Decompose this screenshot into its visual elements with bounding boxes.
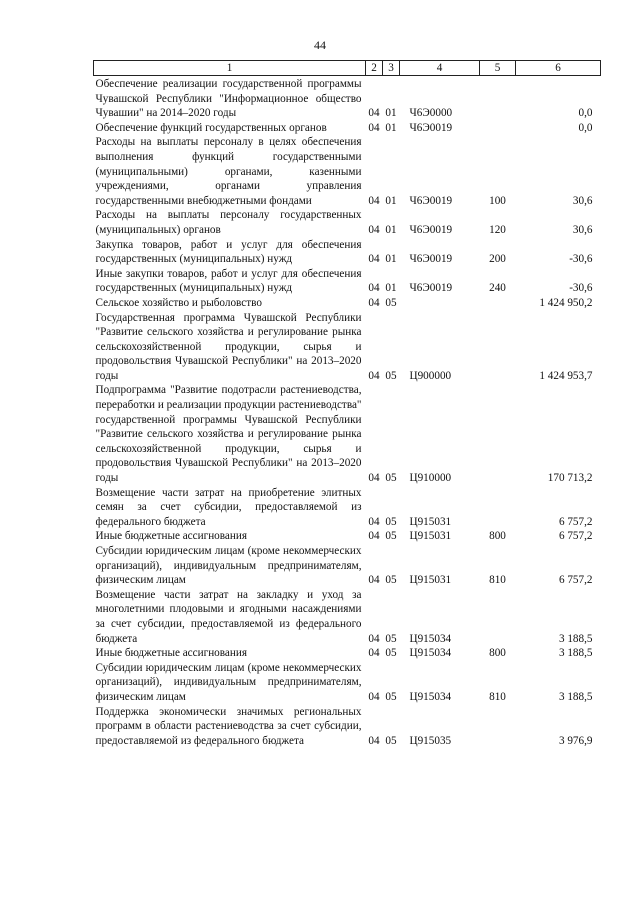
row-expense-type: [480, 76, 516, 121]
table-body: [94, 76, 601, 749]
row-subsection: 01: [385, 121, 397, 134]
row-subsection: 05: [385, 632, 397, 645]
row-section: 04: [368, 369, 380, 382]
row-expense-type: [480, 383, 516, 485]
row-section: 04: [368, 632, 380, 645]
table-row: [94, 311, 601, 384]
row-subsection: 01: [385, 194, 397, 207]
row-subsection: 05: [385, 734, 397, 747]
row-section: 04: [368, 647, 380, 660]
table-row: [94, 76, 601, 121]
row-section: 04: [368, 296, 380, 309]
row-subsection: 05: [385, 472, 397, 485]
header-row: [94, 61, 601, 76]
row-amount: 0,0: [578, 107, 593, 120]
row-amount: 3 976,9: [558, 734, 593, 747]
row-subsection: 01: [385, 223, 397, 236]
row-target-code: [400, 296, 480, 311]
row-target-code: Ч6Э0019: [409, 121, 453, 134]
table-row: [94, 296, 601, 311]
row-subsection: 01: [385, 253, 397, 266]
row-subsection: 05: [385, 574, 397, 587]
row-subsection: 01: [385, 282, 397, 295]
row-section: 04: [368, 734, 380, 747]
row-name: Подпрограмма "Развитие подотрасли растениеводства, переработки и реализации продукции растениеводства" государственной программы Чувашской Республики "Развитие сельского хозяйства и регулирование рынка сельскохозяйственной продукции, сырья и продовольствия Чувашской Республики" на 2013–2020 годы: [95, 384, 362, 485]
header-col-2: 2: [366, 61, 383, 76]
row-section: 04: [368, 574, 380, 587]
row-amount: -30,6: [569, 253, 593, 266]
row-target-code: Ц915034: [409, 690, 452, 703]
row-amount: 6 757,2: [558, 530, 593, 543]
header-col-5: 5: [480, 61, 516, 76]
header-col-3: 3: [383, 61, 400, 76]
row-name: Обеспечение функций государственных органов: [95, 121, 327, 134]
row-expense-type: [480, 486, 516, 530]
row-section: 04: [368, 223, 380, 236]
row-amount: 3 188,5: [558, 647, 593, 660]
row-section: 04: [368, 282, 380, 295]
row-target-code: Ч6Э0019: [409, 282, 453, 295]
row-subsection: 05: [385, 647, 397, 660]
row-target-code: Ц900000: [409, 369, 452, 382]
row-section: 04: [368, 515, 380, 528]
row-amount: 1 424 953,7: [539, 369, 593, 382]
row-name: Иные бюджетные ассигнования: [95, 647, 247, 660]
row-name: Субсидии юридическим лицам (кроме некоммерческих организаций), индивидуальным предпринимателям, физическим лицам: [95, 661, 362, 703]
row-expense-type: 810: [489, 690, 506, 703]
header-col-4: 4: [400, 61, 480, 76]
table-row: [94, 383, 601, 485]
row-amount: 3 188,5: [558, 632, 593, 645]
row-subsection: 05: [385, 369, 397, 382]
row-target-code: Ч6Э0019: [409, 223, 453, 236]
row-target-code: Ц915035: [409, 734, 452, 747]
row-name: Иные закупки товаров, работ и услуг для обеспечения государственных (муниципальных) нужд: [95, 267, 362, 295]
table-row: [94, 661, 601, 705]
table-row: [94, 267, 601, 296]
row-name: Поддержка экономически значимых региональных программ в области растениеводства за счет субсидии, предоставляемой из федерального бюджета: [95, 705, 362, 747]
table-row: [94, 705, 601, 749]
row-section: 04: [368, 472, 380, 485]
row-amount: 6 757,2: [558, 574, 593, 587]
row-expense-type: [480, 311, 516, 384]
row-section: 04: [368, 253, 380, 266]
row-subsection: 05: [385, 530, 397, 543]
table-row: [94, 529, 601, 544]
row-name: Расходы на выплаты персоналу в целях обеспечения выполнения функций государственными (муниципальными) органами, казенными учреждениями, органами управления государственными внебюджетными фондами: [95, 136, 362, 207]
row-expense-type: 240: [489, 282, 506, 295]
row-target-code: Ч6Э0019: [409, 194, 453, 207]
row-expense-type: 100: [489, 194, 506, 207]
row-target-code: Ц915034: [409, 632, 452, 645]
row-section: 04: [368, 107, 380, 120]
table-row: [94, 544, 601, 588]
page-number: 44: [314, 38, 326, 52]
row-expense-type: [480, 296, 516, 311]
budget-table: [93, 60, 601, 748]
row-target-code: Ч6Э0000: [409, 107, 453, 120]
row-target-code: Ч6Э0019: [409, 253, 453, 266]
row-amount: 0,0: [578, 121, 593, 134]
table-header: [94, 61, 601, 76]
row-section: 04: [368, 530, 380, 543]
row-amount: 30,6: [572, 194, 593, 207]
row-section: 04: [368, 194, 380, 207]
row-expense-type: 810: [489, 574, 506, 587]
table-row: [94, 208, 601, 237]
table-row: [94, 238, 601, 267]
row-target-code: Ц915031: [409, 530, 452, 543]
table-row: [94, 121, 601, 136]
row-subsection: 05: [385, 515, 397, 528]
table-row: [94, 588, 601, 646]
row-target-code: Ц915031: [409, 574, 452, 587]
row-target-code: Ц915031: [409, 515, 452, 528]
row-expense-type: [480, 121, 516, 136]
table-row: [94, 486, 601, 530]
row-name: Закупка товаров, работ и услуг для обеспечения государственных (муниципальных) нужд: [95, 238, 362, 266]
row-amount: 170 713,2: [547, 472, 593, 485]
row-expense-type: 800: [489, 647, 506, 660]
row-expense-type: [480, 588, 516, 646]
row-expense-type: 200: [489, 253, 506, 266]
row-amount: 30,6: [572, 223, 593, 236]
row-amount: 6 757,2: [558, 515, 593, 528]
header-col-6: 6: [516, 61, 601, 76]
row-amount: 3 188,5: [558, 690, 593, 703]
row-expense-type: 800: [489, 530, 506, 543]
row-name: Сельское хозяйство и рыболовство: [95, 296, 262, 309]
row-section: 04: [368, 690, 380, 703]
row-expense-type: 120: [489, 223, 506, 236]
table-row: [94, 135, 601, 208]
row-target-code: Ц915034: [409, 647, 452, 660]
row-name: Возмещение части затрат на закладку и уход за многолетними плодовыми и ягодными насаждениями за счет субсидии, предоставляемой из федерального бюджета: [95, 588, 362, 645]
row-section: 04: [368, 121, 380, 134]
row-name: Возмещение части затрат на приобретение элитных семян за счет субсидии, предоставляемой из федерального бюджета: [95, 486, 362, 528]
header-col-1: 1: [94, 61, 366, 76]
row-target-code: Ц910000: [409, 472, 452, 485]
row-name: Субсидии юридическим лицам (кроме некоммерческих организаций), индивидуальным предпринимателям, физическим лицам: [95, 545, 362, 587]
row-name: Иные бюджетные ассигнования: [95, 530, 247, 543]
row-expense-type: [480, 705, 516, 749]
row-name: Обеспечение реализации государственной программы Чувашской Республики "Информационное общество Чувашии" на 2014–2020 годы: [95, 78, 362, 120]
row-subsection: 05: [385, 296, 397, 309]
row-subsection: 01: [385, 107, 397, 120]
row-amount: 1 424 950,2: [539, 296, 593, 309]
table-row: [94, 646, 601, 661]
row-subsection: 05: [385, 690, 397, 703]
row-name: Расходы на выплаты персоналу государственных (муниципальных) органов: [95, 209, 362, 236]
row-name: Государственная программа Чувашской Республики "Развитие сельского хозяйства и регулирование рынка сельскохозяйственной продукции, сырья и продовольствия Чувашской Республики" на 2013–2020 годы: [95, 311, 362, 382]
row-amount: -30,6: [569, 282, 593, 295]
